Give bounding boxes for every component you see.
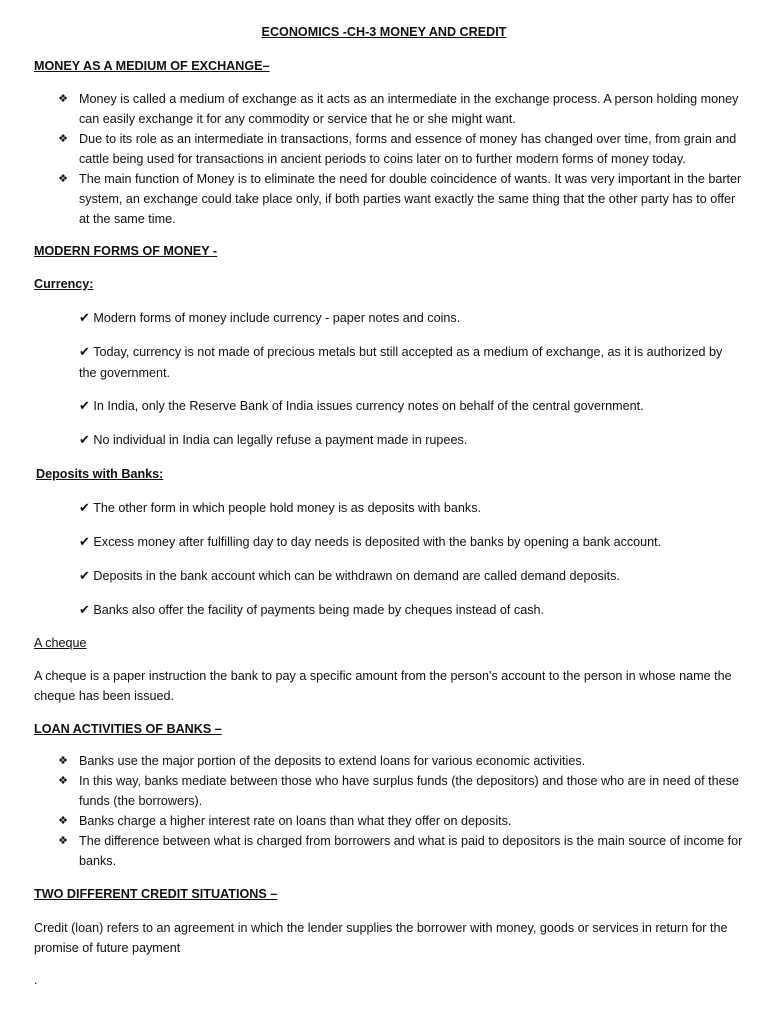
currency-item-text: Modern forms of money include currency - paper notes and coins. [93, 311, 461, 325]
list-item [56, 169, 746, 229]
currency-item-text: Today, currency is not made of precious metals but still accepted as a medium of exchange, as it is authorized by the government. [79, 345, 723, 380]
deposit-item [79, 532, 739, 553]
subheading-cheque: A cheque [34, 636, 87, 650]
diamond-bullet-icon: ❖ [58, 755, 68, 767]
deposit-item-text: The other form in which people hold money is as deposits with banks. [93, 501, 481, 515]
currency-item-text: No individual in India can legally refuse a payment made in rupees. [93, 433, 468, 447]
deposit-item-text: Deposits in the bank account which can be withdrawn on demand are called demand deposits. [93, 569, 620, 583]
subheading-deposits: Deposits with Banks: [36, 467, 164, 481]
check-mark-icon: ✔ [79, 345, 90, 360]
subheading-currency: Currency: [34, 277, 94, 291]
list-item-text: The main function of Money is to eliminate the need for double coincidence of wants. It was very important in the barter system, an exchange could take place only, if both parties want exactly the same thing that the other party has to offer at the same time. [79, 172, 742, 226]
loan-activities-list [56, 751, 746, 871]
list-item [56, 831, 746, 871]
check-mark-icon: ✔ [79, 569, 90, 584]
document-title: ECONOMICS -CH-3 MONEY AND CREDIT [261, 25, 507, 39]
section-heading-medium-of-exchange: MONEY AS A MEDIUM OF EXCHANGE– [34, 59, 270, 73]
diamond-bullet-icon: ❖ [58, 775, 68, 787]
list-item-text: In this way, banks mediate between those who have surplus funds (the depositors) and those who are in need of these funds (the borrowers). [79, 774, 739, 808]
deposit-item [79, 498, 739, 519]
section-heading-credit-situations: TWO DIFFERENT CREDIT SITUATIONS – [34, 887, 278, 901]
list-item [56, 89, 746, 129]
list-item [56, 811, 746, 831]
list-item [56, 129, 746, 169]
list-item-text: Money is called a medium of exchange as it acts as an intermediate in the exchange process. A person holding money can easily exchange it for any commodity or service that he or she might want. [79, 92, 739, 126]
deposit-item-text: Excess money after fulfilling day to day needs is deposited with the banks by opening a bank account. [93, 535, 662, 549]
check-mark-icon: ✔ [79, 603, 90, 618]
deposit-item [79, 600, 739, 621]
list-item-text: Due to its role as an intermediate in transactions, forms and essence of money has changed over time, from grain and cattle being used for transactions in ancient periods to coins later on to further modern forms of money today. [79, 132, 737, 166]
list-item-text: Banks charge a higher interest rate on loans than what they offer on deposits. [79, 814, 512, 828]
currency-item [79, 342, 739, 383]
check-mark-icon: ✔ [79, 535, 90, 550]
check-mark-icon: ✔ [79, 433, 90, 448]
currency-item [79, 430, 739, 451]
diamond-bullet-icon: ❖ [58, 815, 68, 827]
deposit-item-text: Banks also offer the facility of payments being made by cheques instead of cash. [93, 603, 545, 617]
medium-of-exchange-list [56, 89, 746, 229]
check-mark-icon: ✔ [79, 501, 90, 516]
deposit-item [79, 566, 739, 587]
list-item-text: The difference between what is charged from borrowers and what is paid to depositors is the main source of income for banks. [79, 834, 743, 868]
diamond-bullet-icon: ❖ [58, 173, 68, 185]
check-mark-icon: ✔ [79, 399, 90, 414]
trailing-period: . [34, 973, 38, 987]
currency-item-text: In India, only the Reserve Bank of India issues currency notes on behalf of the central government. [93, 399, 644, 413]
list-item [56, 771, 746, 811]
diamond-bullet-icon: ❖ [58, 133, 68, 145]
check-mark-icon: ✔ [79, 311, 90, 326]
currency-item [79, 308, 739, 329]
list-item [56, 751, 746, 771]
cheque-paragraph: A cheque is a paper instruction the bank to pay a specific amount from the person's account to the person in whose name the cheque has been issued. [34, 669, 732, 703]
credit-paragraph: Credit (loan) refers to an agreement in which the lender supplies the borrower with money, goods or services in return for the promise of future payment [34, 921, 728, 955]
diamond-bullet-icon: ❖ [58, 835, 68, 847]
section-heading-modern-forms: MODERN FORMS OF MONEY - [34, 244, 218, 258]
list-item-text: Banks use the major portion of the deposits to extend loans for various economic activities. [79, 754, 586, 768]
currency-item [79, 396, 739, 417]
section-heading-loan-activities: LOAN ACTIVITIES OF BANKS – [34, 722, 222, 736]
diamond-bullet-icon: ❖ [58, 93, 68, 105]
